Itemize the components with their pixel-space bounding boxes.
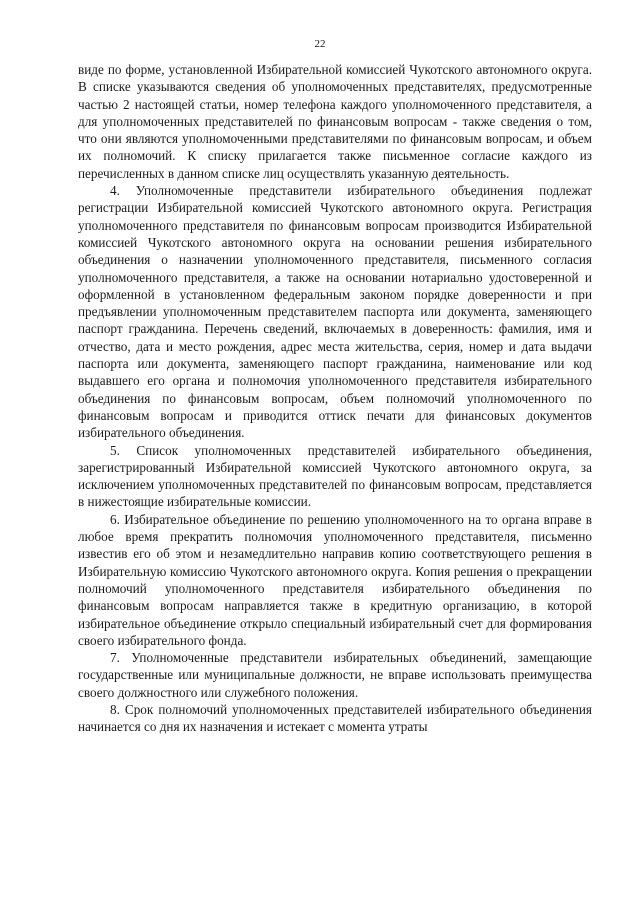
paragraph-7: 7. Уполномоченные представители избирательных объединений, замещающие государственные или муниципальные должности, не вправе использовать преимущества своего должностного или служебного положения.	[78, 650, 592, 700]
page-number: 22	[314, 38, 326, 50]
document-body	[78, 61, 592, 736]
paragraph-continuation: виде по форме, установленной Избирательной комиссией Чукотского автономного округа. В списке указываются сведения об уполномоченных представителях, предусмотренные частью 2 настоящей статьи, номер телефона каждого уполномоченного представителя, а для уполномоченных представителей по финансовым вопросам - также сведения о том, что они являются уполномоченными представителями по финансовым вопросам, и объем их полномочий. К списку прилагается также письменное согласие каждого из перечисленных в данном списке лиц осуществлять указанную деятельность.	[78, 62, 592, 181]
paragraph-8: 8. Срок полномочий уполномоченных представителей избирательного объединения начинается со дня их назначения и истекает с момента утраты	[78, 701, 592, 735]
paragraph-6: 6. Избирательное объединение по решению уполномоченного на то органа вправе в любое время прекратить полномочия уполномоченного представителя, письменно известив его об этом и незамедлительно направив копию соответствующего решения в Избирательную комиссию Чукотского автономного округа. Копия решения о прекращении полномочий уполномоченного представителя избирательного объединения по финансовым вопросам направляется также в кредитную организацию, в которой избирательное объединение открыло специальный избирательный счет для формирования своего избирательного фонда.	[78, 511, 592, 648]
paragraph-4: 4. Уполномоченные представители избирательного объединения подлежат регистрации Избирательной комиссией Чукотского автономного округа. Регистрация уполномоченного представителя по финансовым вопросам производится Избирательной комиссией Чукотского автономного округа на основании решения избирательного объединения о назначении уполномоченного представителя, письменного согласия уполномоченного представителя, а также на основании нотариально удостоверенной и оформленной в установленном федеральным законом порядке доверенности и при предъявлении уполномоченным представителем паспорта или документа, заменяющего паспорт гражданина. Перечень сведений, включаемых в доверенность: фамилия, имя и отчество, дата и место рождения, адрес места жительства, серия, номер и дата выдачи паспорта или документа, заменяющего паспорт гражданина, наименование или код выдавшего его органа и полномочия уполномоченного представителя избирательного объединения по финансовым вопросам, объем полномочий уполномоченного по финансовым вопросам и приводится оттиск печати для финансовых документов избирательного объединения.	[78, 183, 592, 441]
paragraph-5: 5. Список уполномоченных представителей избирательного объединения, зарегистрированный Избирательной комиссией Чукотского автономного округа, за исключением уполномоченных представителей по финансовым вопросам, представляется в нижестоящие избирательные комиссии.	[78, 442, 592, 510]
